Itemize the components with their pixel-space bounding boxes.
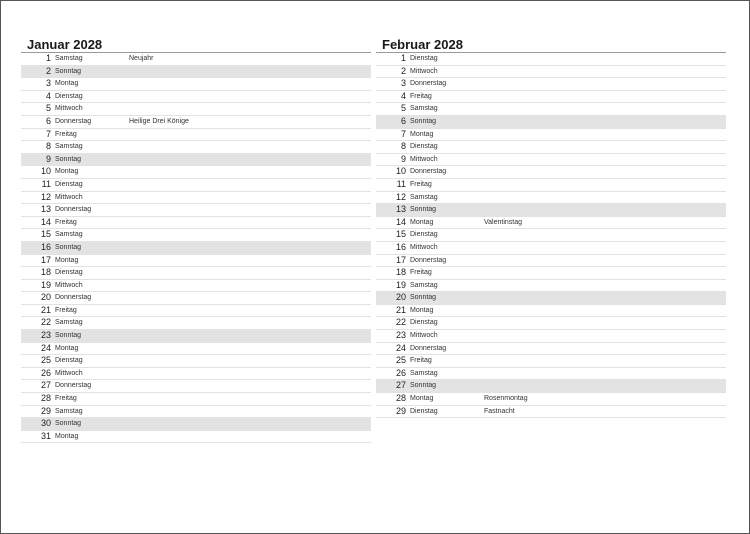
day-number: 7 xyxy=(400,128,406,139)
day-row xyxy=(376,66,726,79)
day-row xyxy=(376,255,726,268)
weekday-label: Samstag xyxy=(410,105,438,113)
day-number: 26 xyxy=(395,367,406,378)
day-number: 4 xyxy=(400,90,406,101)
day-row xyxy=(21,242,371,255)
month-title: Januar 2028 xyxy=(27,37,103,52)
day-number: 10 xyxy=(395,166,406,177)
day-number: 15 xyxy=(395,229,406,240)
holiday-label: Fastnacht xyxy=(484,407,515,415)
weekday-label: Samstag xyxy=(55,143,83,151)
day-number: 7 xyxy=(45,128,51,139)
day-row xyxy=(376,380,726,393)
weekday-label: Freitag xyxy=(410,92,432,100)
day-row xyxy=(21,368,371,381)
day-row xyxy=(21,154,371,167)
day-row xyxy=(21,91,371,104)
weekday-label: Donnerstag xyxy=(410,256,447,264)
weekday-label: Donnerstag xyxy=(55,382,92,390)
day-number: 2 xyxy=(45,65,51,76)
weekday-label: Montag xyxy=(410,130,434,138)
day-row xyxy=(376,229,726,242)
month-title: Februar 2028 xyxy=(382,37,463,52)
day-row xyxy=(21,431,371,444)
weekday-label: Mittwoch xyxy=(410,243,438,251)
day-number: 8 xyxy=(45,141,51,152)
day-row xyxy=(21,317,371,330)
weekday-label: Dienstag xyxy=(410,407,438,415)
day-number: 10 xyxy=(40,166,51,177)
weekday-label: Montag xyxy=(55,344,79,352)
holiday-label: Neujahr xyxy=(129,55,154,62)
day-list xyxy=(21,52,371,443)
day-number: 11 xyxy=(41,178,51,189)
day-number: 16 xyxy=(395,241,406,252)
day-row xyxy=(21,292,371,305)
day-row xyxy=(376,305,726,318)
day-number: 20 xyxy=(395,292,406,303)
day-number: 1 xyxy=(400,53,406,63)
weekday-label: Sonntag xyxy=(410,206,437,214)
weekday-label: Sonntag xyxy=(55,332,82,340)
day-row xyxy=(376,393,726,406)
day-row xyxy=(376,317,726,330)
day-row xyxy=(376,116,726,129)
holiday-label: Rosenmontag xyxy=(484,395,528,403)
weekday-label: Dienstag xyxy=(55,357,83,365)
weekday-label: Freitag xyxy=(410,180,432,188)
weekday-label: Samstag xyxy=(55,407,83,415)
weekday-label: Dienstag xyxy=(410,55,438,62)
day-row xyxy=(21,116,371,129)
weekday-label: Montag xyxy=(410,395,434,403)
day-row xyxy=(21,330,371,343)
day-row xyxy=(376,91,726,104)
weekday-label: Mittwoch xyxy=(55,369,83,377)
day-number: 21 xyxy=(40,304,51,315)
day-row xyxy=(376,355,726,368)
weekday-label: Donnerstag xyxy=(410,168,447,176)
day-number: 12 xyxy=(395,191,406,202)
weekday-label: Sonntag xyxy=(55,67,82,75)
weekday-label: Dienstag xyxy=(410,143,438,151)
day-row xyxy=(376,217,726,230)
weekday-label: Donnerstag xyxy=(55,294,92,302)
weekday-label: Sonntag xyxy=(55,243,82,251)
holiday-label: Heilige Drei Könige xyxy=(129,117,189,125)
day-row xyxy=(376,154,726,167)
weekday-label: Dienstag xyxy=(410,319,438,327)
day-number: 14 xyxy=(40,216,51,227)
weekday-label: Freitag xyxy=(410,357,432,365)
day-number: 18 xyxy=(40,267,51,278)
weekday-label: Donnerstag xyxy=(55,206,92,214)
day-number: 24 xyxy=(40,342,51,353)
day-row xyxy=(376,292,726,305)
day-row xyxy=(21,380,371,393)
day-number: 25 xyxy=(40,355,51,366)
day-number: 29 xyxy=(40,405,51,416)
day-row xyxy=(376,280,726,293)
weekday-label: Montag xyxy=(55,432,79,440)
day-row xyxy=(376,166,726,179)
day-number: 23 xyxy=(40,330,51,341)
day-number: 22 xyxy=(395,317,406,328)
day-row xyxy=(21,406,371,419)
holiday-label: Valentinstag xyxy=(484,218,523,226)
weekday-label: Donnerstag xyxy=(55,117,92,125)
day-row xyxy=(21,141,371,154)
day-number: 19 xyxy=(395,279,406,290)
weekday-label: Samstag xyxy=(55,55,83,62)
weekday-label: Sonntag xyxy=(55,420,82,428)
day-row xyxy=(21,229,371,242)
day-number: 3 xyxy=(45,78,51,89)
weekday-label: Sonntag xyxy=(410,117,437,125)
day-row xyxy=(21,166,371,179)
day-number: 5 xyxy=(45,103,51,114)
weekday-label: Montag xyxy=(55,256,79,264)
weekday-label: Mittwoch xyxy=(410,332,438,340)
day-number: 2 xyxy=(400,65,406,76)
weekday-label: Donnerstag xyxy=(410,344,447,352)
weekday-label: Mittwoch xyxy=(55,193,83,201)
weekday-label: Montag xyxy=(410,306,434,314)
day-number: 3 xyxy=(400,78,406,89)
day-number: 20 xyxy=(40,292,51,303)
weekday-label: Dienstag xyxy=(55,269,83,277)
weekday-label: Mittwoch xyxy=(55,281,83,289)
day-number: 6 xyxy=(400,115,406,126)
day-row xyxy=(376,192,726,205)
weekday-label: Dienstag xyxy=(410,231,438,239)
day-number: 27 xyxy=(395,380,406,391)
day-list xyxy=(376,52,726,418)
weekday-label: Montag xyxy=(55,80,79,88)
weekday-label: Sonntag xyxy=(410,294,437,302)
day-number: 19 xyxy=(40,279,51,290)
weekday-label: Freitag xyxy=(410,269,432,277)
day-number: 9 xyxy=(400,153,406,164)
day-row xyxy=(376,242,726,255)
day-number: 1 xyxy=(45,53,51,63)
day-row xyxy=(376,204,726,217)
day-number: 22 xyxy=(40,317,51,328)
day-number: 12 xyxy=(40,191,51,202)
day-number: 18 xyxy=(395,267,406,278)
day-number: 15 xyxy=(40,229,51,240)
weekday-label: Samstag xyxy=(410,369,438,377)
day-row xyxy=(376,267,726,280)
day-number: 13 xyxy=(395,204,406,215)
day-row xyxy=(21,129,371,142)
weekday-label: Samstag xyxy=(55,231,83,239)
day-row xyxy=(376,78,726,91)
day-row xyxy=(21,305,371,318)
day-row xyxy=(21,192,371,205)
day-row xyxy=(21,179,371,192)
day-number: 6 xyxy=(45,115,51,126)
weekday-label: Dienstag xyxy=(55,180,83,188)
day-row xyxy=(376,141,726,154)
weekday-label: Freitag xyxy=(55,306,77,314)
weekday-label: Mittwoch xyxy=(410,67,438,75)
weekday-label: Montag xyxy=(55,168,79,176)
day-row xyxy=(376,368,726,381)
day-number: 17 xyxy=(395,254,406,265)
day-number: 14 xyxy=(395,216,406,227)
weekday-label: Freitag xyxy=(55,218,77,226)
day-row xyxy=(376,53,726,66)
day-row xyxy=(21,78,371,91)
day-number: 23 xyxy=(395,330,406,341)
weekday-label: Samstag xyxy=(55,319,83,327)
day-number: 27 xyxy=(40,380,51,391)
day-number: 25 xyxy=(395,355,406,366)
day-row xyxy=(21,217,371,230)
day-row xyxy=(21,418,371,431)
day-row xyxy=(21,103,371,116)
day-number: 28 xyxy=(395,393,406,404)
day-number: 17 xyxy=(40,254,51,265)
weekday-label: Freitag xyxy=(55,395,77,403)
day-number: 30 xyxy=(40,418,51,429)
day-number: 28 xyxy=(40,393,51,404)
weekday-label: Samstag xyxy=(410,193,438,201)
day-number: 4 xyxy=(45,90,51,101)
day-row xyxy=(21,280,371,293)
day-number: 26 xyxy=(40,367,51,378)
day-row xyxy=(376,406,726,419)
day-row xyxy=(21,355,371,368)
day-number: 13 xyxy=(40,204,51,215)
day-row xyxy=(376,129,726,142)
day-number: 5 xyxy=(400,103,406,114)
weekday-label: Dienstag xyxy=(55,92,83,100)
day-number: 16 xyxy=(40,241,51,252)
day-number: 31 xyxy=(40,430,51,441)
day-row xyxy=(21,66,371,79)
weekday-label: Sonntag xyxy=(410,382,437,390)
day-row xyxy=(376,179,726,192)
weekday-label: Freitag xyxy=(55,130,77,138)
day-number: 21 xyxy=(395,304,406,315)
weekday-label: Donnerstag xyxy=(410,80,447,88)
day-number: 24 xyxy=(395,342,406,353)
weekday-label: Montag xyxy=(410,218,434,226)
weekday-label: Sonntag xyxy=(55,155,82,163)
day-row xyxy=(21,255,371,268)
day-number: 9 xyxy=(45,153,51,164)
weekday-label: Mittwoch xyxy=(55,105,83,113)
day-row xyxy=(376,103,726,116)
day-row xyxy=(21,204,371,217)
day-row xyxy=(21,53,371,66)
day-row xyxy=(376,330,726,343)
day-row xyxy=(21,267,371,280)
weekday-label: Samstag xyxy=(410,281,438,289)
day-number: 8 xyxy=(400,141,406,152)
day-row xyxy=(21,343,371,356)
month-january xyxy=(21,37,371,443)
day-row xyxy=(376,343,726,356)
day-row xyxy=(21,393,371,406)
day-number: 29 xyxy=(395,405,406,416)
weekday-label: Mittwoch xyxy=(410,155,438,163)
month-february xyxy=(376,37,726,418)
day-number: 11 xyxy=(396,178,406,189)
